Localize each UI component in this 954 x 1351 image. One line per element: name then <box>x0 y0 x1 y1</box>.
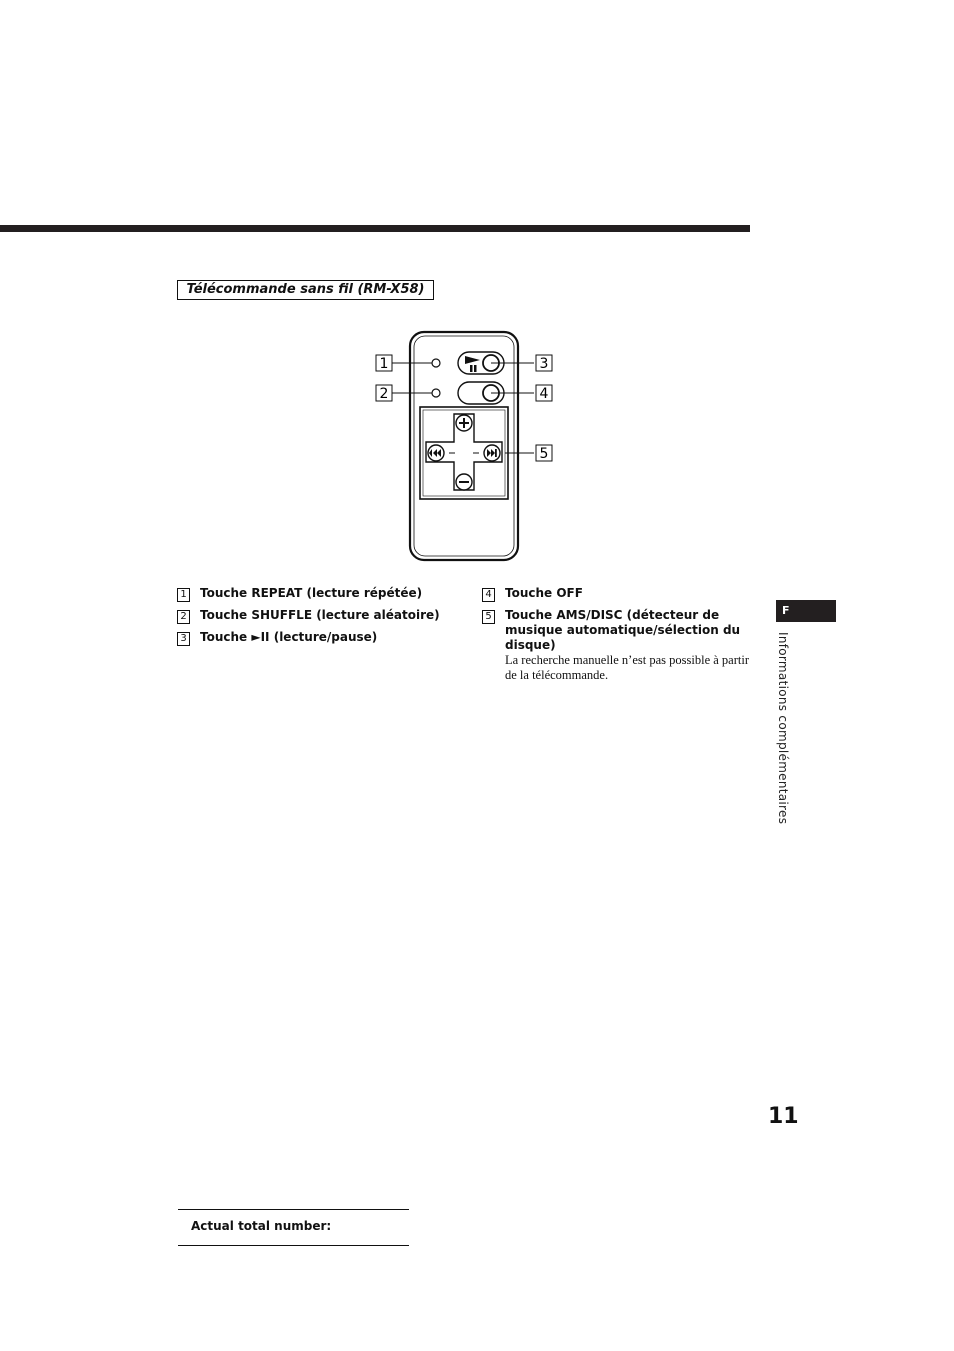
legend-item-1 <box>177 586 467 602</box>
callout-4-label: 4 <box>539 386 549 402</box>
callout-3 <box>536 355 552 372</box>
legend-number-box: 2 <box>177 610 190 624</box>
callout-4 <box>536 385 552 402</box>
callout-5 <box>536 445 552 462</box>
legend-item-description: La recherche manuelle n’est pas possible à partir de la télécommande. <box>505 653 749 682</box>
remote-control-illustration <box>370 330 570 570</box>
section-title: Télécommande sans fil (RM-X58) <box>177 280 434 300</box>
legend-item-title: Touche AMS/DISC (détecteur de musique automatique/sélection du disque) <box>505 608 741 652</box>
section-side-label: Informations complémentaires <box>776 632 790 825</box>
legend-item-title: Touche OFF <box>505 586 583 600</box>
legend-right-column <box>482 586 752 689</box>
legend-item-title: Touche SHUFFLE (lecture aléatoire) <box>200 608 440 622</box>
legend-number-box: 5 <box>482 610 495 624</box>
legend-item-title <box>200 630 377 645</box>
shuffle-button-shape <box>432 389 440 397</box>
footer-label: Actual total number: <box>191 1219 332 1233</box>
top-rule <box>0 225 750 232</box>
callout-3-label: 3 <box>539 356 549 372</box>
legend-left-column <box>177 586 467 652</box>
callout-1-label: 1 <box>379 356 389 372</box>
legend-item-title: Touche REPEAT (lecture répétée) <box>200 586 423 600</box>
callout-5-label: 5 <box>539 446 549 462</box>
legend-number-box: 1 <box>177 588 190 602</box>
legend-item-3 <box>177 630 467 646</box>
remote-control-figure <box>370 330 570 574</box>
play-pause-icon: ►II <box>251 630 270 644</box>
footer-bottom-rule <box>178 1245 409 1246</box>
legend-item-5 <box>482 608 752 683</box>
legend-number-box: 3 <box>177 632 190 646</box>
language-tab: F <box>776 600 836 622</box>
legend-title-suffix: (lecture/pause) <box>269 630 378 644</box>
callout-2 <box>376 385 392 402</box>
legend-number-box: 4 <box>482 588 495 602</box>
repeat-button-shape <box>432 359 440 367</box>
legend-item-4 <box>482 586 752 602</box>
legend-item-2 <box>177 608 467 624</box>
legend-title-prefix: Touche <box>200 630 252 644</box>
footer-top-rule <box>178 1209 409 1210</box>
callout-1 <box>376 355 392 372</box>
callout-2-label: 2 <box>379 386 389 402</box>
page-number: 11 <box>768 1104 799 1129</box>
